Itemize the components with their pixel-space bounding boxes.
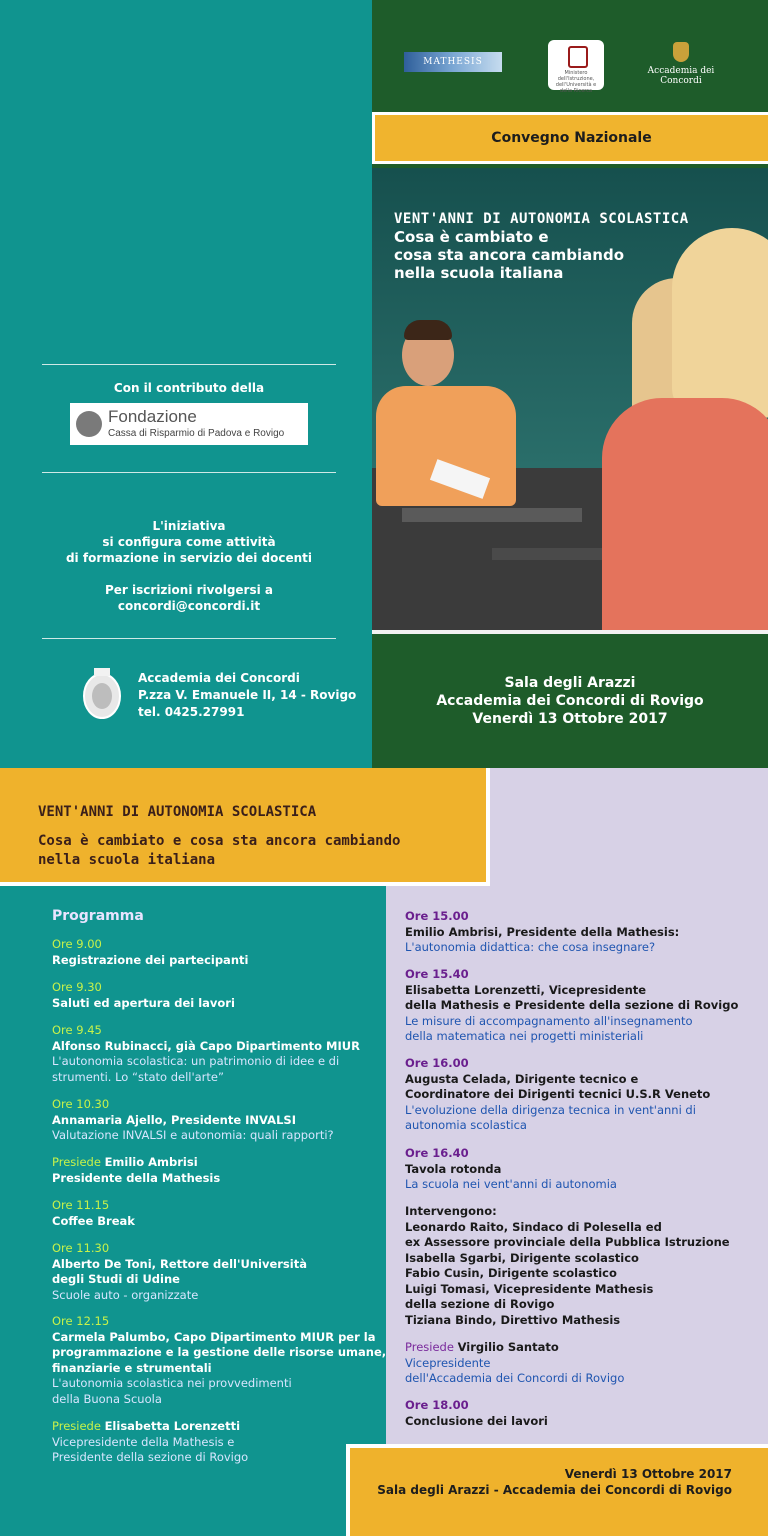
- program-item: [405, 967, 738, 1045]
- program-heading: Programma: [52, 908, 144, 924]
- program-talk: La scuola nei vent'anni di autonomia: [405, 1177, 617, 1191]
- banner-sub-line: Cosa è cambiato e cosa sta ancora cambiando: [38, 833, 401, 849]
- program-text: Tavola rotonda: [405, 1161, 502, 1176]
- sponsor-subname: Cassa di Risparmio di Padova e Rovigo: [108, 428, 285, 439]
- banner-title: VENT'ANNI DI AUTONOMIA SCOLASTICA: [38, 804, 317, 820]
- program-time: Presiede: [52, 1155, 101, 1169]
- ministry-caption: Ministero dell'Istruzione, dell'Università e della Ricerca: [555, 70, 597, 94]
- cover-title-main: VENT'ANNI DI AUTONOMIA SCOLASTICA: [394, 211, 689, 227]
- program-talk: Scuole auto - organizzate: [52, 1287, 199, 1302]
- info-block: [42, 518, 336, 614]
- program-text: Annamaria Ajello, Presidente INVALSI: [52, 1112, 296, 1127]
- program-item: [52, 1155, 220, 1186]
- program-item: [52, 1023, 360, 1085]
- banner-subtitle: [38, 832, 400, 870]
- program-time: Ore 12.15: [52, 1314, 110, 1328]
- program-time: Ore 9.30: [52, 980, 102, 994]
- info-line: L'iniziativa: [152, 519, 226, 533]
- contact-email[interactable]: concordi@concordi.it: [117, 599, 261, 613]
- sponsor-intro: Con il contributo della: [113, 381, 265, 395]
- program-text: Presidente della Mathesis: [52, 1170, 221, 1185]
- program-item: [405, 1398, 548, 1429]
- program-text: Saluti ed apertura dei lavori: [52, 995, 235, 1010]
- program-text: Augusta Celada, Dirigente tecnico e: [405, 1071, 639, 1086]
- concordi-crest-icon: [673, 42, 689, 62]
- program-text: Fabio Cusin, Dirigente scolastico: [405, 1266, 617, 1280]
- program-item: [405, 1204, 730, 1328]
- info-line: di formazione in servizio dei docenti: [65, 551, 313, 565]
- program-item: [405, 1146, 617, 1193]
- program-item: [52, 1419, 248, 1466]
- footer-date: Venerdì 13 Ottobre 2017: [564, 1467, 732, 1481]
- program-item: [405, 909, 679, 956]
- program-time: Presiede: [52, 1419, 101, 1433]
- program-item: [405, 1340, 624, 1387]
- program-time: Ore 18.00: [405, 1398, 469, 1412]
- program-talk: Vicepresidente: [405, 1355, 491, 1370]
- cover-title-line: cosa sta ancora cambiando: [394, 246, 625, 264]
- divider: [42, 364, 336, 365]
- address-tel: tel. 0425.27991: [138, 705, 245, 719]
- banner-sub-line: nella scuola italiana: [38, 852, 216, 868]
- program-talk: della matematica nei progetti ministeriali: [405, 1029, 644, 1043]
- program-talk: Vicepresidente della Mathesis e: [52, 1434, 235, 1449]
- program-talk: L'autonomia scolastica nei provvedimenti: [52, 1376, 292, 1390]
- program-text: Coffee Break: [52, 1213, 135, 1228]
- program-text: programmazione e la gestione delle risorse umane,: [52, 1345, 387, 1359]
- concordi-crest-icon: [76, 666, 128, 722]
- venue-line: Accademia dei Concordi di Rovigo: [436, 693, 704, 709]
- concordi-logo: [626, 42, 736, 86]
- program-text: Coordinatore dei Dirigenti tecnici U.S.R Veneto: [405, 1087, 711, 1101]
- ministry-logo: [548, 40, 604, 94]
- convegno-label: Convegno Nazionale: [372, 112, 768, 164]
- program-text: Carmela Palumbo, Capo Dipartimento MIUR per la: [52, 1329, 376, 1344]
- program-text: Alfonso Rubinacci, già Capo Dipartimento MIUR: [52, 1038, 360, 1053]
- program-time: Ore 11.30: [52, 1241, 110, 1255]
- divider: [42, 472, 336, 473]
- program-talk: strumenti. Lo “stato dell'arte”: [52, 1069, 224, 1084]
- fondazione-icon: [76, 411, 102, 437]
- program-text: Alberto De Toni, Rettore dell'Università: [52, 1256, 307, 1271]
- program-text: Elisabetta Lorenzetti, Vicepresidente: [405, 982, 647, 997]
- program-item: [52, 1198, 135, 1229]
- program-text: ex Assessore provinciale della Pubblica Istruzione: [405, 1235, 730, 1249]
- program-text: Tiziana Bindo, Direttivo Mathesis: [405, 1312, 621, 1327]
- program-text: degli Studi di Udine: [52, 1272, 180, 1286]
- program-time: Presiede: [405, 1340, 454, 1354]
- program-item: [52, 937, 248, 968]
- cover-title-line: Cosa è cambiato e: [394, 228, 549, 246]
- program-text: Emilio Ambrisi, Presidente della Mathesis:: [405, 924, 680, 939]
- program-time: Ore 11.15: [52, 1198, 110, 1212]
- venue-line: Sala degli Arazzi: [504, 675, 636, 691]
- cover-left-panel: [0, 0, 372, 768]
- program-text: della Mathesis e Presidente della sezione di Rovigo: [405, 998, 739, 1012]
- program-time: Ore 15.00: [405, 909, 469, 923]
- cover-title: [394, 210, 689, 282]
- program-text: Intervengono:: [405, 1204, 497, 1218]
- program-time: Ore 9.00: [52, 937, 102, 951]
- address-name: Accademia dei Concordi: [138, 671, 300, 685]
- divider: [42, 638, 336, 639]
- mathesis-logo: MATHESIS: [404, 52, 502, 72]
- logos-row: [400, 36, 750, 96]
- info-line: Per iscrizioni rivolgersi a: [105, 583, 273, 597]
- program-item: [52, 1097, 334, 1144]
- program-talk: L'autonomia scolastica: un patrimonio di idee e di: [52, 1054, 340, 1068]
- program-time: Ore 16.40: [405, 1146, 469, 1160]
- program-text: Leonardo Raito, Sindaco di Polesella ed: [405, 1219, 662, 1234]
- program-item: [52, 980, 235, 1011]
- program-time: Ore 10.30: [52, 1097, 110, 1111]
- program-text: Isabella Sgarbi, Dirigente scolastico: [405, 1250, 639, 1265]
- program-talk: dell'Accademia dei Concordi di Rovigo: [405, 1371, 625, 1385]
- program-item: [405, 1056, 710, 1134]
- program-talk: Presidente della sezione di Rovigo: [52, 1450, 249, 1464]
- program-talk: L'autonomia didattica: che cosa insegnare?: [405, 940, 656, 954]
- program-text: Emilio Ambrisi: [104, 1155, 198, 1169]
- ministry-emblem-icon: [568, 46, 588, 68]
- address-block: [138, 670, 356, 721]
- address-street: P.zza V. Emanuele II, 14 - Rovigo: [138, 688, 357, 702]
- program-text: Registrazione dei partecipanti: [52, 952, 249, 967]
- program-banner: [0, 768, 490, 886]
- sponsor-name: Fondazione: [108, 407, 197, 426]
- program-text: Virgilio Santato: [457, 1340, 559, 1354]
- program-talk: della Buona Scuola: [52, 1391, 162, 1406]
- program-text: della sezione di Rovigo: [405, 1297, 555, 1311]
- program-item: [52, 1241, 307, 1303]
- program-time: Ore 9.45: [52, 1023, 102, 1037]
- venue-block: [372, 634, 768, 768]
- program-talk: Valutazione INVALSI e autonomia: quali rapporti?: [52, 1128, 334, 1142]
- program-time: Ore 16.00: [405, 1056, 469, 1070]
- program-talk: Le misure di accompagnamento all'insegnamento: [405, 1013, 693, 1028]
- info-line: si configura come attività: [102, 535, 276, 549]
- program-talk: autonomia scolastica: [405, 1118, 527, 1132]
- program-text: Luigi Tomasi, Vicepresidente Mathesis: [405, 1281, 654, 1296]
- footer-venue: Sala degli Arazzi - Accademia dei Concordi di Rovigo: [377, 1483, 732, 1497]
- concordi-logo-text: Accademia dei Concordi: [647, 66, 715, 86]
- program-text: finanziarie e strumentali: [52, 1360, 212, 1375]
- venue-date: Venerdì 13 Ottobre 2017: [472, 711, 668, 727]
- program-time: Ore 15.40: [405, 967, 469, 981]
- cover-photo: [372, 168, 768, 634]
- footer-box: [346, 1444, 768, 1536]
- program-text: Conclusione dei lavori: [405, 1413, 548, 1428]
- cover-title-line: nella scuola italiana: [394, 264, 564, 282]
- program-item: [52, 1314, 386, 1407]
- program-talk: L'evoluzione della dirigenza tecnica in vent'anni di: [405, 1102, 696, 1117]
- program-text: Elisabetta Lorenzetti: [104, 1419, 241, 1433]
- sponsor-logo: [70, 403, 308, 445]
